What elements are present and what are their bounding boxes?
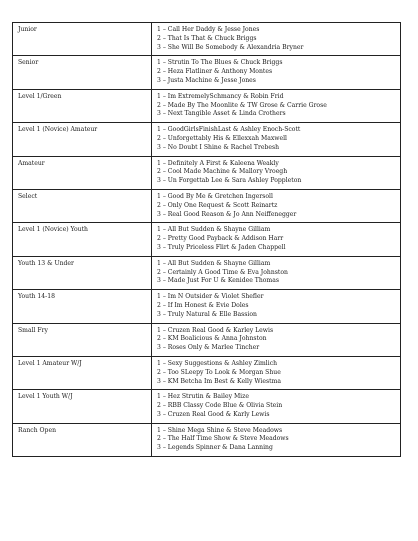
table-row <box>13 156 401 189</box>
placings-cell <box>152 56 401 89</box>
placings-cell <box>152 189 401 222</box>
class-name-cell: Senior <box>13 56 152 89</box>
placing-3: 3 – Justa Machine & Jesse Jones <box>157 76 256 84</box>
placings-cell <box>152 23 401 56</box>
placing-1: 1 – Definitely A First & Kaleena Weakly <box>157 159 279 167</box>
class-name-cell: Level 1 Youth W/J <box>13 390 152 423</box>
placing-3: 3 – She Will Be Somebody & Alexandria Bryner <box>157 43 304 51</box>
class-name-cell: Amateur <box>13 156 152 189</box>
placing-2: 2 – KM Boalicious & Anna Johnston <box>157 335 267 343</box>
table-row <box>13 189 401 222</box>
placing-3: 3 – Truly Natural & Elle Bassion <box>157 310 257 318</box>
placings-cell <box>152 256 401 289</box>
table-row <box>13 290 401 323</box>
table-row <box>13 356 401 389</box>
placing-1: 1 – Strutin To The Blues & Chuck Briggs <box>157 59 283 67</box>
table-row <box>13 89 401 122</box>
placing-2: 2 – That Is That & Chuck Briggs <box>157 34 257 42</box>
class-name-cell: Youth 13 & Under <box>13 256 152 289</box>
table-row <box>13 323 401 356</box>
placing-2: 2 – Too SLeepy To Look & Morgan Shue <box>157 368 281 376</box>
table-row <box>13 390 401 423</box>
placing-2: 2 – Made By The Moonlite & TW Grose & Carrie Grose <box>157 101 327 109</box>
placing-1: 1 – Good By Me & Gretchen Ingersoll <box>157 192 273 200</box>
placing-1: 1 – All But Sudden & Shayne Gilliam <box>157 259 271 267</box>
class-name-cell: Level 1 (Novice) Amateur <box>13 123 152 156</box>
table-row <box>13 223 401 256</box>
placing-2: 2 – Heza Flatliner & Anthony Montes <box>157 68 273 76</box>
placing-1: 1 – Im ExtremelySchmancy & Robin Frid <box>157 92 284 100</box>
placing-3: 3 – KM Betcha Im Best & Kelly Wiestma <box>157 377 282 385</box>
placings-cell <box>152 390 401 423</box>
placing-1: 1 – Cruzen Real Good & Karley Lewis <box>157 326 274 334</box>
table-row <box>13 423 401 456</box>
placing-1: 1 – Call Her Daddy & Jesse Jones <box>157 26 260 33</box>
class-name-cell: Level 1/Green <box>13 89 152 122</box>
table-row <box>13 123 401 156</box>
class-name-cell: Junior <box>13 23 152 56</box>
placing-3: 3 – Truly Priceless Flirt & Jaden Chappell <box>157 243 286 251</box>
placing-3: 3 – Cruzen Real Good & Karly Lewis <box>157 410 270 418</box>
placing-2: 2 – Only One Request & Scott Reinartz <box>157 201 278 209</box>
placing-3: 3 – Next Tangible Asset & Linda Crothers <box>157 110 286 118</box>
table-row <box>13 23 401 56</box>
placing-1: 1 – Hez Strutin & Bailey Mize <box>157 393 249 401</box>
placing-3: 3 – Legends Spinner & Dana Lanning <box>157 444 273 452</box>
table-row <box>13 256 401 289</box>
placing-3: 3 – Real Good Reason & Jo Ann Neiffenegger <box>157 210 297 218</box>
placings-cell <box>152 356 401 389</box>
placings-cell <box>152 423 401 456</box>
placing-2: 2 – If Im Honest & Evie Doles <box>157 301 249 309</box>
placing-2: 2 – Unforgettably His & Ellexxah Maxwell <box>157 134 288 142</box>
placing-3: 3 – Made Just For U & Kenidee Thomas <box>157 277 279 285</box>
placings-cell <box>152 156 401 189</box>
placing-2: 2 – Cool Made Machine & Mallory Vroegh <box>157 168 288 176</box>
placings-cell <box>152 323 401 356</box>
placings-cell <box>152 123 401 156</box>
placings-cell <box>152 223 401 256</box>
placing-1: 1 – GoodGirlsFinishLast & Ashley Enoch-Scott <box>157 126 301 134</box>
placing-1: 1 – Im N Outsider & Violet Shefler <box>157 293 264 301</box>
class-name-cell: Select <box>13 189 152 222</box>
class-name-cell: Ranch Open <box>13 423 152 456</box>
table-row <box>13 56 401 89</box>
class-name-cell: Youth 14-18 <box>13 290 152 323</box>
placing-2: 2 – Certainly A Good Time & Eva Johnston <box>157 268 288 276</box>
class-name-cell: Small Fry <box>13 323 152 356</box>
placing-1: 1 – Sexy Suggestions & Ashley Zimlich <box>157 359 278 367</box>
placings-cell <box>152 89 401 122</box>
placing-3: 3 – Roses Only & Marlee Tincher <box>157 344 260 352</box>
placing-3: 3 – No Doubt I Shine & Rachel Trebesh <box>157 143 280 151</box>
placing-2: 2 – Pretty Good Payback & Addison Harr <box>157 235 284 243</box>
placing-2: 2 – RBB Classy Code Blue & Olivia Stein <box>157 402 283 410</box>
placings-cell <box>152 290 401 323</box>
placing-3: 3 – Un Forgettab Lee & Sara Ashley Poppleton <box>157 177 302 185</box>
results-table <box>12 22 401 457</box>
class-name-cell: Level 1 Amateur W/J <box>13 356 152 389</box>
class-name-cell: Level 1 (Novice) Youth <box>13 223 152 256</box>
placing-1: 1 – All But Sudden & Shayne Gilliam <box>157 226 271 234</box>
placing-1: 1 – Shine Mega Shine & Steve Meadows <box>157 426 283 434</box>
placing-2: 2 – The Half Time Show & Steve Meadows <box>157 435 289 443</box>
